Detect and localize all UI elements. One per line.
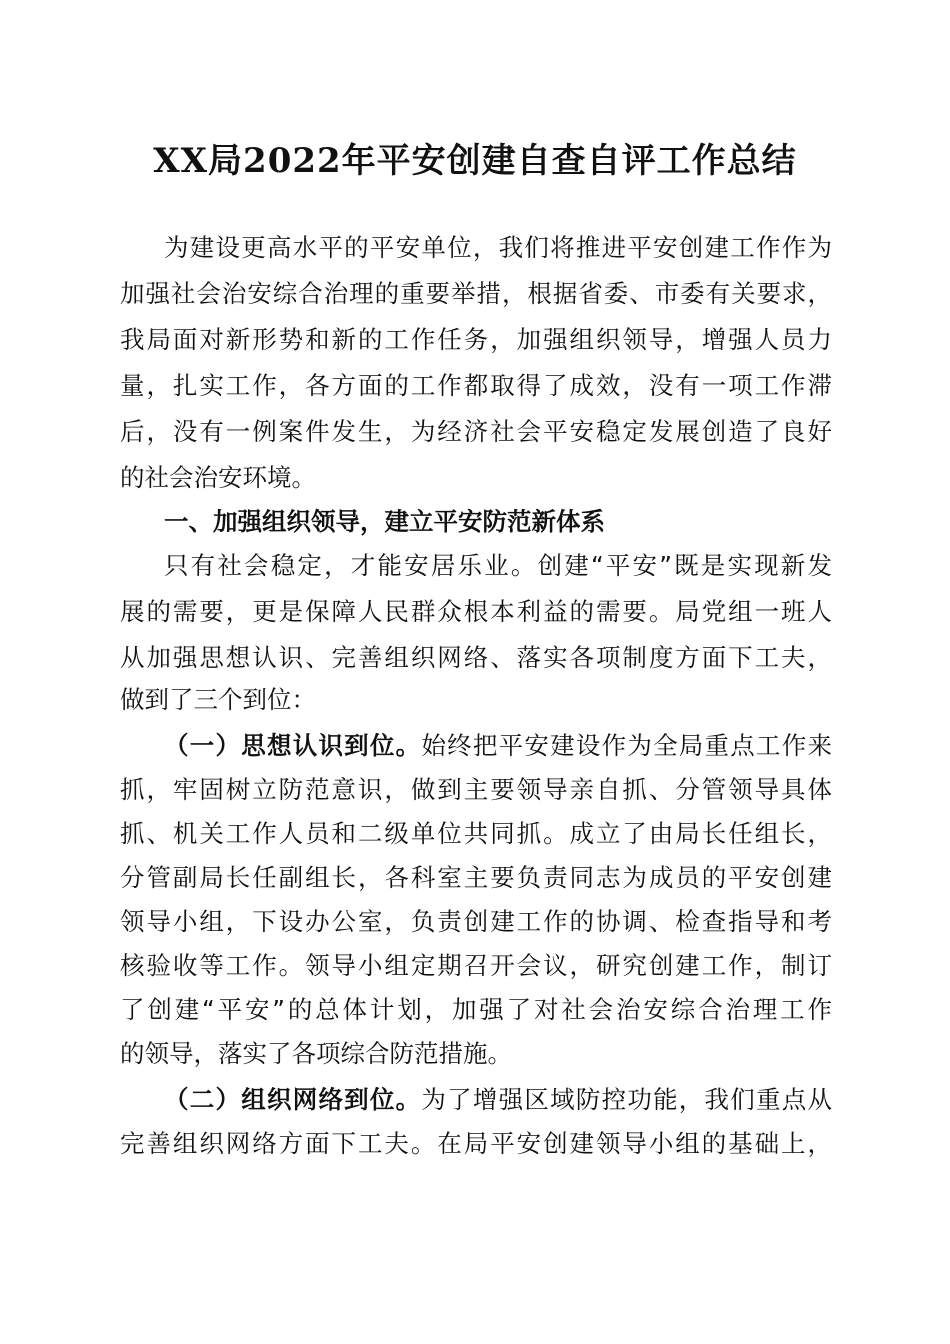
intro-line-2: 加强社会治安综合治理的重要举措，根据省委、市委有关要求， — [120, 279, 832, 308]
item1-line-2: 抓，牢固树立防范意识，做到主要领导亲自抓、分管领导具体 — [120, 775, 832, 804]
section1-intro-line-1: 只有社会稳定，才能安居乐业。创建“平安”既是实现新发 — [164, 551, 832, 580]
item2-label: （二）组织网络到位。 — [164, 1085, 422, 1114]
intro-line-5: 后，没有一例案件发生，为经济社会平安稳定发展创造了良好 — [120, 417, 832, 446]
item2-first-line-text: 为了增强区域防控功能，我们重点从 — [421, 1085, 833, 1114]
item1-first-line-text: 始终把平安建设作为全局重点工作来 — [421, 731, 833, 760]
intro-line-1: 为建设更高水平的平安单位，我们将推进平安创建工作作为 — [164, 233, 832, 262]
intro-line-4: 量，扎实工作，各方面的工作都取得了成效，没有一项工作滞 — [120, 371, 832, 400]
document-title: XX局2022年平安创建自查自评工作总结 — [153, 141, 797, 181]
item1-line-7: 了创建“平安”的总体计划，加强了对社会治安综合治理工作 — [120, 995, 832, 1024]
item2-first-line — [164, 1080, 832, 1120]
section1-intro-line-2: 展的需要，更是保障人民群众根本利益的需要。局党组一班人 — [120, 597, 832, 626]
section1-intro-line-4: 做到了三个到位： — [120, 685, 316, 714]
item1-first-line — [164, 726, 832, 766]
intro-line-3: 我局面对新形势和新的工作任务，加强组织领导，增强人员力 — [120, 325, 832, 354]
item1-line-6: 核验收等工作。领导小组定期召开会议，研究创建工作，制订 — [120, 951, 832, 980]
section1-intro-line-3: 从加强思想认识、完善组织网络、落实各项制度方面下工夫， — [120, 643, 832, 672]
item1-line-3: 抓、机关工作人员和二级单位共同抓。成立了由局长任组长， — [120, 819, 832, 848]
item1-line-8: 的领导，落实了各项综合防范措施。 — [120, 1039, 512, 1068]
item1-line-5: 领导小组，下设办公室，负责创建工作的协调、检查指导和考 — [120, 907, 832, 936]
item1-line-4: 分管副局长任副组长，各科室主要负责同志为成员的平安创建 — [120, 863, 832, 892]
intro-line-6: 的社会治安环境。 — [120, 463, 316, 492]
item2-line-2: 完善组织网络方面下工夫。在局平安创建领导小组的基础上， — [120, 1129, 832, 1158]
item1-label: （一）思想认识到位。 — [164, 731, 422, 760]
section-heading-1: 一、加强组织领导，建立平安防范新体系 — [164, 507, 605, 536]
